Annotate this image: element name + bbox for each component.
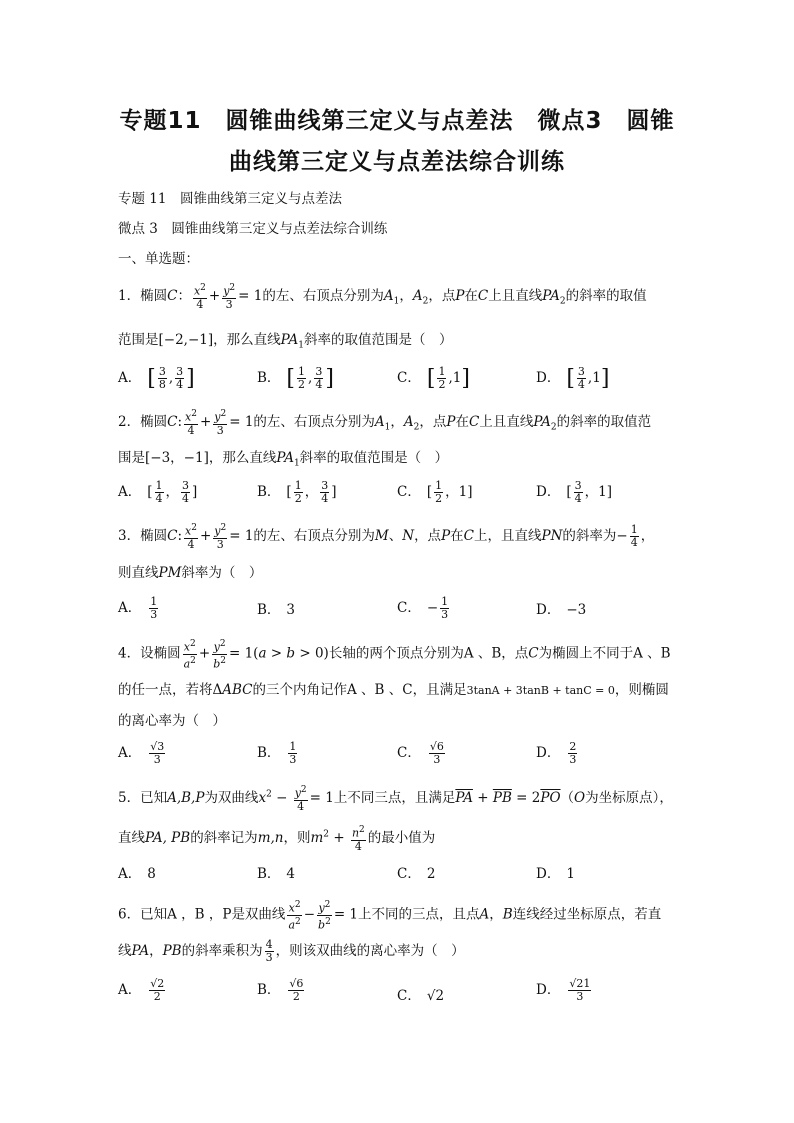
q4-option-d[interactable]: D． $\frac{2}{3}$ [536,740,577,766]
q5-option-a[interactable]: A． 8 [118,866,156,882]
q2-option-d[interactable]: D． [ $\frac{3}{4}$ ，1] [536,479,612,505]
question-4-line-1: 4．设椭圆 $\frac{x^2}{a^2}$ + $\frac{y^2}{b^2}$ = 1(a > b > 0)长轴的两个顶点分别为A 、B，点C为椭圆上不同于A 、B [118,639,671,671]
q6-option-d[interactable]: D． $\frac{√21}{3}$ [536,977,591,1003]
question-2-line-1: 2．椭圆C: $\frac{x^2}{4}$ + $\frac{y^2}{3}$ = 1的左、右顶点分别为$A_1$，$A_2$，点P在C上且直线$PA_2$的斜率的取值范 [118,409,652,437]
q4-option-c[interactable]: C． $\frac{√6}{3}$ [397,740,444,766]
q5-option-c[interactable]: C． 2 [397,866,436,882]
q3-option-d[interactable]: D． −3 [536,602,587,618]
q3-option-b[interactable]: B． 3 [257,602,296,618]
question-1-line-1: 1．椭圆C： $\frac{x^2}{4}$ + $\frac{y^2}{3}$ = 1的左、右顶点分别为$A_1$，$A_2$，点P在C上且直线$PA_2$的斜率的取值 [118,283,647,311]
question-5-line-2: 直线PA, PB的斜率记为m,n，则$m^2$ + $\frac{n^2}{4}$ 的最小值为 [118,825,436,853]
page-title-line-2: 曲线第三定义与点差法综合训练 [229,149,565,175]
q2-option-c[interactable]: C． [ $\frac{1}{2}$ ，1] [397,479,473,505]
subtopic-heading: 微点 3 圆锥曲线第三定义与点差法综合训练 [118,221,388,237]
q4-option-a[interactable]: A． $\frac{√3}{3}$ [118,740,165,766]
section-heading: 一、单选题： [118,251,199,267]
q1-range: [−2,−1] [158,332,214,348]
page-title-line-1: 专题11 圆锥曲线第三定义与点差法 微点3 圆锥 [119,108,675,134]
q2-option-b[interactable]: B． [ $\frac{1}{2}$ ， $\frac{3}{4}$ ] [257,479,337,505]
question-3-line-1: 3．椭圆C: $\frac{x^2}{4}$ + $\frac{y^2}{3}$ = 1的左、右顶点分别为M、N，点P在C上，且直线PN的斜率为− $\frac{1}{4}$ ， [118,522,655,551]
question-4-line-2: 的任一点，若将ΔABC的三个内角记作A 、B 、C，且满足3tanA + 3tanB + tanC = 0，则椭圆 [118,682,669,698]
q5-option-d[interactable]: D． 1 [536,866,575,882]
q3-option-a[interactable]: A． $\frac{1}{3}$ [118,595,158,621]
question-6-line-1: 6．已知A ，B ，P是双曲线 $\frac{x^2}{a^2}$ − $\frac{y^2}{b^2}$ = 1上不同的三点，且点A，B连线经过坐标原点，若直 [118,900,662,932]
q4-option-b[interactable]: B． $\frac{1}{3}$ [257,740,297,766]
q1-option-b[interactable]: B． [ $\frac{1}{2}$ , $\frac{3}{4}$ ] [257,365,334,391]
q3-option-c[interactable]: C． − $\frac{1}{3}$ [397,595,449,621]
q5-option-b[interactable]: B． 4 [257,866,296,882]
question-5-line-1: 5．已知A,B,P为双曲线$x^2$ − $\frac{y^2}{4}$ = 1上不同三点，且满足$\overline{PA} + \overline{PB} = 2\overline{PO}(O$为坐标原点）， [118,785,673,813]
q1-option-a[interactable]: A． [ $\frac{3}{8}$ , $\frac{3}{4}$ ] [118,365,195,391]
question-2-line-2: 围是[−3，−1]，那么直线$PA_1$斜率的取值范围是（ ） [118,450,449,469]
q2-option-a[interactable]: A． [ $\frac{1}{4}$ ， $\frac{3}{4}$ ] [118,479,198,505]
question-6-line-2: 线PA，PB的斜率乘积为 $\frac{4}{3}$ ，则该双曲线的离心率为（ ） [118,938,465,964]
q1-option-d[interactable]: D． [ $\frac{3}{4}$ ,1] [536,365,610,391]
question-4-line-3: 的离心率为（ ） [118,713,226,729]
question-1-line-2: 范围是[−2,−1]，那么直线$PA_1$斜率的取值范围是（ ） [118,332,453,351]
q1-option-c[interactable]: C． [ $\frac{1}{2}$ ,1] [397,365,470,391]
q6-option-b[interactable]: B． $\frac{√6}{2}$ [257,977,304,1003]
topic-heading: 专题 11 圆锥曲线第三定义与点差法 [118,191,342,207]
q6-option-c[interactable]: C． √2 [397,988,445,1004]
q6-option-a[interactable]: A． $\frac{√2}{2}$ [118,977,165,1003]
question-3-line-2: 则直线PM斜率为（ ） [118,565,263,581]
q2-range: [−3，−1] [145,450,209,466]
